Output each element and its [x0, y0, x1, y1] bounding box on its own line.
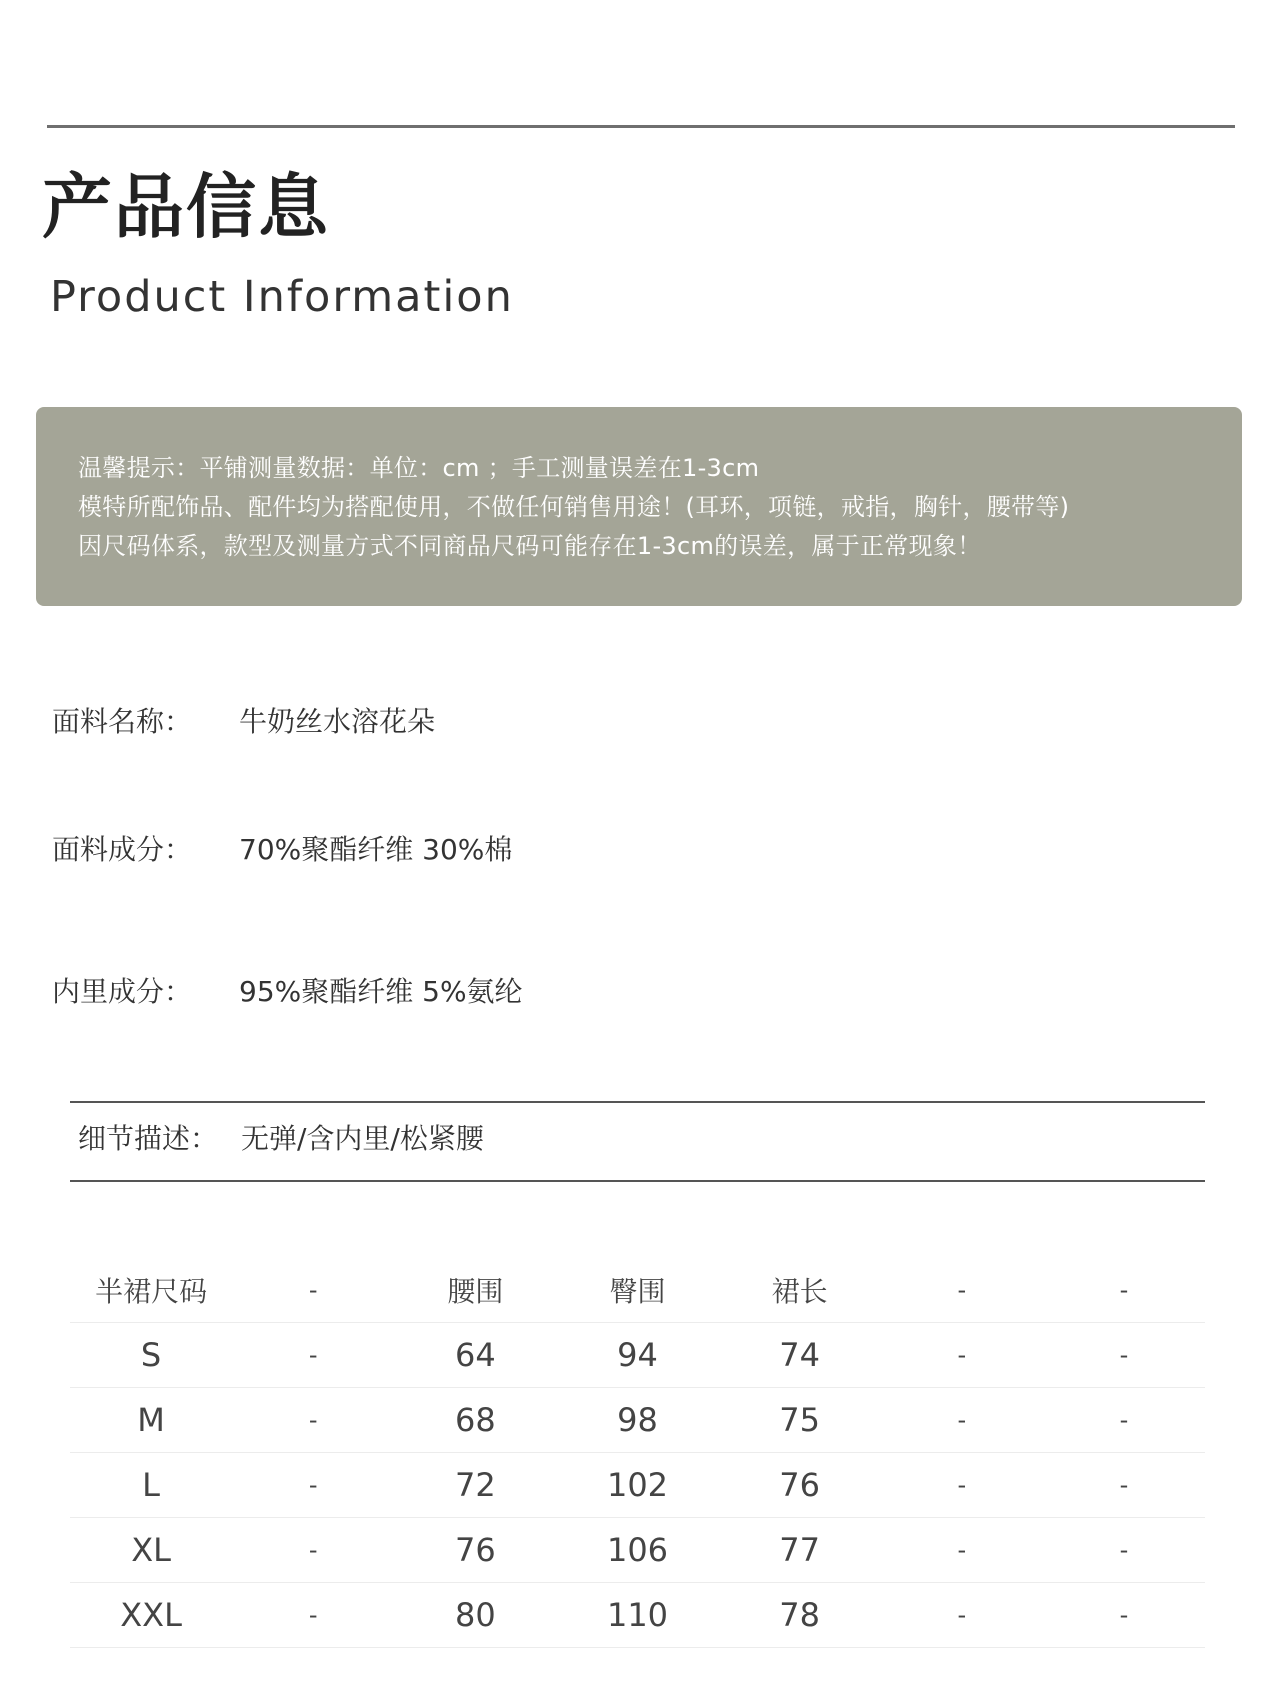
table-cell: -: [1043, 1583, 1205, 1648]
table-cell: -: [1043, 1388, 1205, 1453]
spec-fabric-composition-value: 70%聚酯纤维 30%棉: [239, 833, 513, 866]
table-cell-length: 77: [719, 1518, 881, 1583]
size-table-header-blank: -: [1043, 1258, 1205, 1323]
table-cell-size: XXL: [70, 1583, 232, 1648]
table-cell-waist: 72: [394, 1453, 556, 1518]
table-cell: -: [881, 1388, 1043, 1453]
table-cell-length: 78: [719, 1583, 881, 1648]
notice-box: [36, 407, 1242, 606]
spec-fabric-name-label: 面料名称：: [52, 705, 193, 738]
table-cell-size: XL: [70, 1518, 232, 1583]
table-row: [70, 1388, 1205, 1453]
table-cell-waist: 80: [394, 1583, 556, 1648]
notice-line-size-variance: 因尺码体系，款型及测量方式不同商品尺码可能存在1-3cm的误差，属于正常现象！: [78, 532, 982, 560]
table-cell-length: 75: [719, 1388, 881, 1453]
spec-lining-composition-label: 内里成分：: [52, 975, 193, 1008]
size-table-header-length: 裙长: [719, 1258, 881, 1323]
table-cell-length: 76: [719, 1453, 881, 1518]
table-cell-hip: 94: [556, 1323, 718, 1388]
table-cell-waist: 76: [394, 1518, 556, 1583]
table-cell-waist: 64: [394, 1323, 556, 1388]
top-divider: [47, 125, 1235, 128]
spec-fabric-composition: [52, 833, 513, 866]
table-cell-waist: 68: [394, 1388, 556, 1453]
notice-line-measurement: 温馨提示：平铺测量数据：单位：cm ；手工测量误差在1-3cm: [78, 454, 760, 482]
size-table-header-waist: 腰围: [394, 1258, 556, 1323]
table-cell: -: [881, 1583, 1043, 1648]
table-cell-hip: 110: [556, 1583, 718, 1648]
detail-description-box: [70, 1101, 1205, 1182]
spec-fabric-name-value: 牛奶丝水溶花朵: [239, 705, 436, 738]
spec-fabric-name: [52, 705, 436, 738]
table-cell: -: [1043, 1323, 1205, 1388]
size-table: [70, 1258, 1205, 1648]
size-table-header-blank: -: [232, 1258, 394, 1323]
notice-line-accessories: 模特所配饰品、配件均为搭配使用，不做任何销售用途！(耳环，项链，戒指，胸针，腰带等): [78, 493, 1070, 521]
table-cell: -: [881, 1323, 1043, 1388]
table-cell: -: [232, 1453, 394, 1518]
table-cell: -: [232, 1518, 394, 1583]
table-cell-hip: 98: [556, 1388, 718, 1453]
page-subtitle: Product Information: [50, 272, 514, 322]
spec-fabric-composition-label: 面料成分：: [52, 833, 193, 866]
table-cell-length: 74: [719, 1323, 881, 1388]
table-cell: -: [1043, 1453, 1205, 1518]
size-table-header-row: [70, 1258, 1205, 1323]
table-row: [70, 1453, 1205, 1518]
table-cell: -: [232, 1583, 394, 1648]
table-cell-hip: 106: [556, 1518, 718, 1583]
page-title: 产品信息: [42, 166, 330, 248]
spec-lining-composition: [52, 975, 523, 1008]
table-cell: -: [1043, 1518, 1205, 1583]
spec-detail-label: 细节描述：: [78, 1122, 219, 1155]
table-cell: -: [232, 1323, 394, 1388]
size-table-header-size: 半裙尺码: [70, 1258, 232, 1323]
table-cell-hip: 102: [556, 1453, 718, 1518]
spec-detail: [78, 1122, 484, 1155]
size-table-header-hip: 臀围: [556, 1258, 718, 1323]
table-row: [70, 1583, 1205, 1648]
table-cell-size: L: [70, 1453, 232, 1518]
table-row: [70, 1518, 1205, 1583]
spec-lining-composition-value: 95%聚酯纤维 5%氨纶: [239, 975, 523, 1008]
table-cell: -: [881, 1453, 1043, 1518]
spec-detail-value: 无弹/含内里/松紧腰: [241, 1122, 484, 1155]
table-cell-size: M: [70, 1388, 232, 1453]
table-cell-size: S: [70, 1323, 232, 1388]
table-row: [70, 1323, 1205, 1388]
table-cell: -: [881, 1518, 1043, 1583]
table-cell: -: [232, 1388, 394, 1453]
size-table-header-blank: -: [881, 1258, 1043, 1323]
